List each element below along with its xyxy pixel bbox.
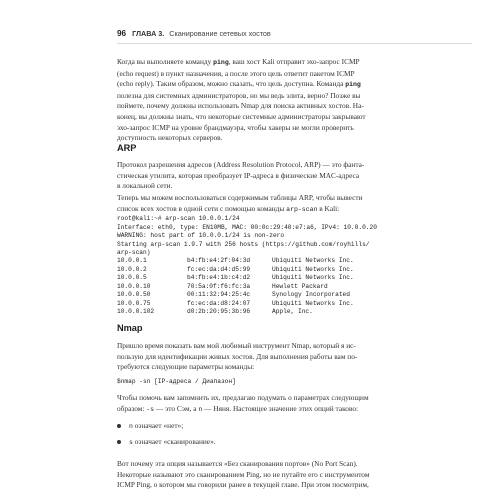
host-ip: 10.0.0.1	[117, 257, 147, 264]
running-head	[117, 29, 472, 44]
host-ip: 10.0.0.2	[117, 265, 147, 273]
host-mac: 70:5a:0f:f6:fc:3a	[187, 282, 251, 290]
table-row	[117, 257, 472, 266]
host-ip: 10.0.0.50	[117, 291, 151, 298]
host-ip: 10.0.0.75	[117, 299, 151, 307]
section-heading-arp: ARP	[117, 143, 137, 153]
chapter-label: ГЛАВА 3.	[132, 29, 165, 38]
table-row	[117, 308, 472, 317]
terminal-output: root@kali:~# arp-scan 10.0.0.1/24 Interface: eth0, type: EN10MB, MAC: 00:0c:29:40:e7:a6, IPv4: 10.0.0.20 WARNING: host part of 10.0.0.1/24 is non-zero Starting arp-scan 1.9.7 with 256 hosts (https://github.com/royhills/ arp-scan)	[117, 215, 472, 258]
inline-code-ping: ping	[345, 81, 361, 89]
bullet-icon	[117, 424, 121, 428]
arp-scan-results	[117, 257, 472, 317]
host-vendor: Ubiquiti Networks Inc.	[272, 257, 354, 264]
host-ip: 10.0.0.102	[117, 308, 155, 315]
arp-intro-paragraph: Протокол разрешения адресов (Address Resolution Protocol, ARP) — это фанта- стическая утилита, которая преобразует IP-адреса в физические MAC-адреса в локальной сети.	[117, 160, 365, 191]
host-vendor: Apple, Inc.	[272, 308, 313, 315]
host-vendor: Synology Incorporated	[272, 291, 350, 298]
host-vendor: Ubiquiti Networks Inc.	[272, 274, 354, 281]
bullet-icon	[117, 440, 121, 444]
arp-scan-lead-paragraph: Теперь мы можем воспользоваться содержимым таблицы ARP, чтобы вывести список всех хостов в одной сети с помощью команды arp-scan в Kali:	[117, 193, 363, 213]
options-list	[117, 421, 472, 453]
nmap-intro-paragraph: Пришло время показать вам мой любимый инструмент Nmap, который я ис- пользую для идентификации живых хостов. Для выполнения работы вам по- требуются следующие параметры команды:	[117, 341, 358, 372]
host-mac: 00:11:32:94:25:4c	[187, 291, 251, 298]
nmap-options-paragraph: Чтобы помочь вам запомнить их, предлагаю подумать о параметрах следующим образом: -s — это Сэм, а n — Няня. Настоящее значение этих опций таково:	[117, 393, 369, 413]
host-ip: 10.0.0.10	[117, 282, 151, 290]
host-ip: 10.0.0.5	[117, 274, 147, 281]
inline-code-arp-scan: arp-scan	[286, 205, 318, 213]
host-mac: b4:fb:e4:1b:c4:d2	[187, 274, 251, 281]
host-mac: fc:ec:da:d4:d5:99	[187, 265, 251, 273]
table-row	[117, 274, 472, 283]
host-mac: d0:2b:20:95:3b:96	[187, 308, 251, 315]
host-vendor: Hewlett Packard	[272, 282, 328, 290]
host-mac: b4:fb:e4:2f:04:3d	[187, 257, 251, 264]
ping-paragraph: Когда вы выполняете команду ping, ваш хост Kali отправит эхо-запрос ICMP (echo request) в пункт назначения, а после этого цель ответит пакетом ICMP (echo reply). Таким образом, можно сказать, что цель доступна. Команда ping полезна для системных администраторов, но мы ведь элита, верно? Позже вы поймете, почему должны использовать Nmap для поиска активных хостов. На- конец, вы должны знать, что некоторые системные администраторы закрывают эхо-запрос ICMP на уровне брандмауэра, чтобы хакеры не могли проверить доступность некоторых серверов.	[117, 57, 366, 143]
table-row	[117, 291, 472, 300]
nmap-closing-paragraph: Вот почему эта опция называется «Без сканирования портов» (No Port Scan). Некоторые называют это сканированием Ping, но не путайте его с инструментом ICMP Ping, о котором мы говорили ранее в текущей главе. При этом посмотрим,	[117, 459, 370, 490]
chapter-title: Сканирование сетевых хостов	[169, 29, 271, 38]
section-heading-nmap: Nmap	[117, 323, 143, 333]
inline-code-ping: ping	[213, 59, 229, 66]
terminal-prompt: root@kali:~# arp-scan 10.0.0.1/24	[117, 215, 240, 222]
inline-code-n: n	[198, 405, 203, 413]
page-number: 96	[117, 29, 127, 38]
list-item: s означает «сканирование».	[117, 437, 472, 453]
table-row	[117, 283, 472, 292]
host-vendor: Ubiquiti Networks Inc.	[272, 299, 354, 307]
nmap-command: $nmap -sn [IP-адреса / Диапазон]	[117, 378, 236, 385]
host-vendor: Ubiquiti Networks Inc.	[272, 265, 354, 273]
table-row	[117, 266, 472, 275]
inline-code-s: -s	[146, 405, 155, 413]
host-mac: fc:ec:da:d8:24:07	[187, 299, 251, 307]
list-item: n означает «нет»;	[117, 421, 472, 437]
table-row	[117, 300, 472, 309]
